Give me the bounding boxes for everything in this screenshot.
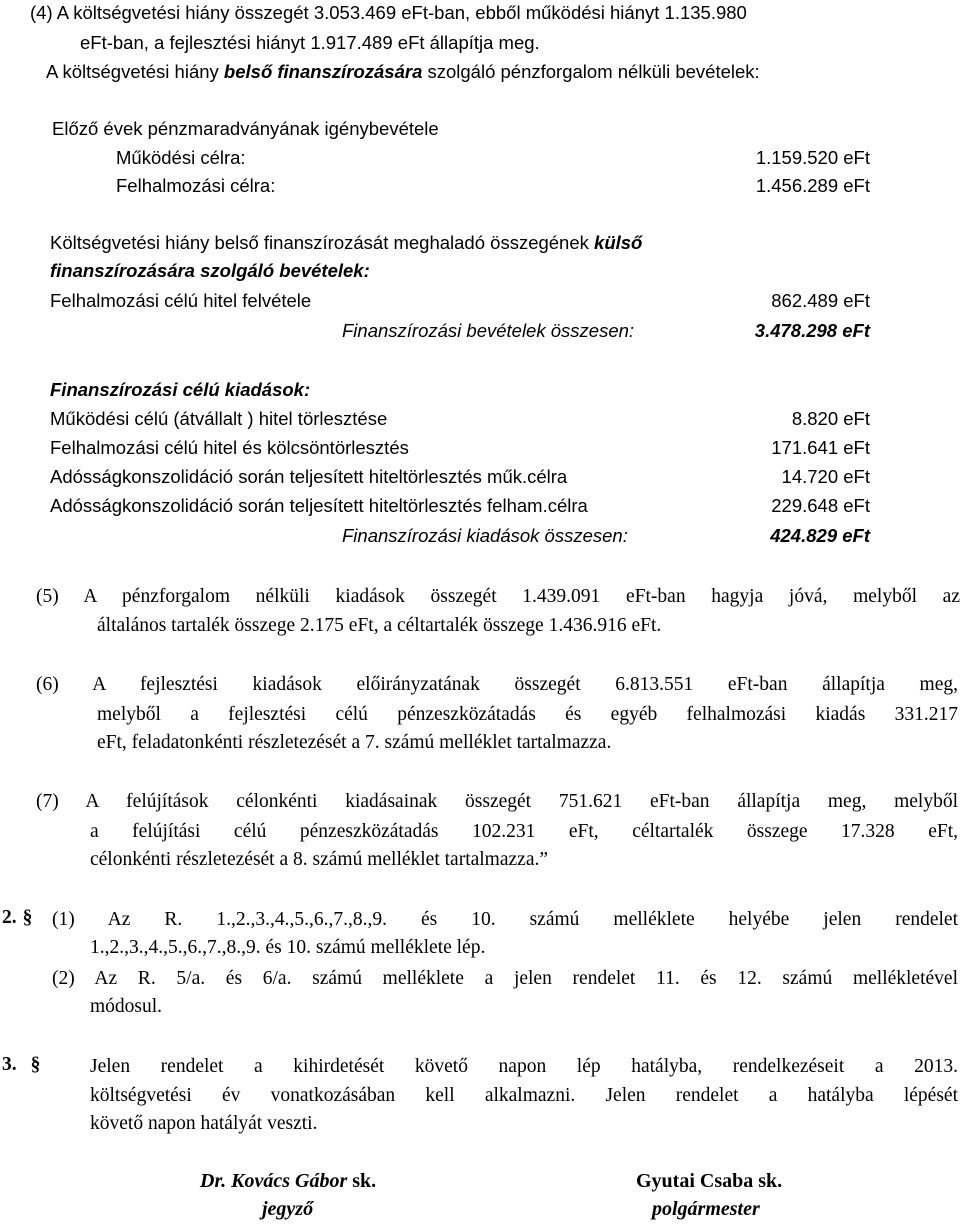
s2-para-2-line-2: módosul. bbox=[90, 996, 163, 1017]
expense-row-label: Működési célú (átvállalt ) hitel törlesztése bbox=[50, 408, 388, 429]
fin-income-total-value: 3.478.298 eFt bbox=[754, 320, 870, 341]
cap-purpose-value: 1.456.289 eFt bbox=[755, 175, 870, 196]
s3-line-2: költségvetési év vonatkozásában kell alkalmazni. Jelen rendelet a hatályba lépését bbox=[90, 1085, 958, 1106]
p4-line-1: (4) A költségvetési hiány összegét 3.053.469 eFt-ban, ebből működési hiányt 1.135.980 bbox=[30, 2, 747, 23]
fin-income-total-label: Finanszírozási bevételek összesen: bbox=[342, 320, 635, 341]
loan-label: Felhalmozási célú hitel felvétele bbox=[50, 290, 312, 311]
signature-left-title: jegyző bbox=[262, 1198, 314, 1220]
p4-line-2: eFt-ban, a fejlesztési hiányt 1.917.489 eFt állapítja meg. bbox=[80, 32, 540, 53]
loan-value: 862.489 eFt bbox=[771, 290, 870, 311]
fin-expense-total-label: Finanszírozási kiadások összesen: bbox=[342, 525, 628, 546]
s2-para-1-line-2: 1.,2.,3.,4.,5.,6.,7.,8.,9. és 10. számú melléklete lép. bbox=[90, 937, 486, 958]
external-financing-intro-cont: finanszírozására szolgáló bevételek: bbox=[50, 260, 370, 281]
s3-line-1: Jelen rendelet a kihirdetését követő napon lép hatályba, rendelkezéseit a 2013. bbox=[90, 1056, 958, 1077]
external-financing-intro: Költségvetési hiány belső finanszírozását meghaladó összegének külső bbox=[50, 232, 643, 253]
s2-para-1-line-1: (1) Az R. 1.,2.,3.,4.,5.,6.,7.,8.,9. és 10. számú melléklete helyébe jelen rendelet bbox=[52, 909, 958, 930]
expense-row-label: Adósságkonszolidáció során teljesített hiteltörlesztés felham.célra bbox=[50, 495, 588, 516]
p7-line-2: a felújítási célú pénzeszközátadás 102.231 eFt, céltartalék összege 17.328 eFt, bbox=[90, 821, 958, 842]
signature-right-title: polgármester bbox=[652, 1198, 760, 1220]
op-purpose-label: Működési célra: bbox=[116, 147, 246, 168]
signature-left-name: Dr. Kovács Gábor sk. bbox=[200, 1170, 377, 1192]
prev-years-heading: Előző évek pénzmaradványának igénybevétele bbox=[52, 118, 439, 139]
expense-row-label: Adósságkonszolidáció során teljesített hiteltörlesztés műk.célra bbox=[50, 466, 568, 487]
signature-right-name: Gyutai Csaba sk. bbox=[636, 1170, 783, 1192]
p5-line-1: (5) A pénzforgalom nélküli kiadások összegét 1.439.091 eFt-ban hagyja jóvá, melyből az bbox=[36, 586, 960, 607]
s3-line-3: követő napon hatályát veszti. bbox=[90, 1113, 318, 1134]
p7-line-3: célonkénti részletezését a 8. számú melléklet tartalmazza.” bbox=[90, 849, 549, 870]
expense-row-value: 171.641 eFt bbox=[771, 437, 870, 458]
p5-line-2: általános tartalék összege 2.175 eFt, a céltartalék összege 1.436.916 eFt. bbox=[97, 615, 662, 636]
s2-para-2-line-1: (2) Az R. 5/a. és 6/a. számú melléklete a jelen rendelet 11. és 12. számú mellékletével bbox=[52, 968, 958, 989]
p6-line-1: (6) A fejlesztési kiadások előirányzatának összegét 6.813.551 eFt-ban állapítja meg, bbox=[36, 674, 958, 695]
section-2-number: 2. § bbox=[2, 907, 33, 928]
expense-row-label: Felhalmozási célú hitel és kölcsöntörlesztés bbox=[50, 437, 409, 458]
p6-line-3: eFt, feladatonkénti részletezését a 7. számú melléklet tartalmazza. bbox=[97, 732, 612, 753]
p6-line-2: melyből a fejlesztési célú pénzeszközátadás és egyéb felhalmozási kiadás 331.217 bbox=[97, 704, 958, 725]
fin-expense-total-value: 424.829 eFt bbox=[770, 525, 870, 546]
section-3-number: 3. § bbox=[2, 1054, 41, 1075]
expense-row-value: 229.648 eFt bbox=[771, 495, 870, 516]
fin-expense-heading: Finanszírozási célú kiadások: bbox=[50, 379, 311, 400]
cap-purpose-label: Felhalmozási célra: bbox=[116, 175, 276, 196]
internal-financing-intro: A költségvetési hiány belső finanszírozására szolgáló pénzforgalom nélküli bevételek: bbox=[46, 61, 760, 82]
expense-row-value: 8.820 eFt bbox=[791, 408, 870, 429]
op-purpose-value: 1.159.520 eFt bbox=[755, 147, 870, 168]
expense-row-value: 14.720 eFt bbox=[781, 466, 870, 487]
p7-line-1: (7) A felújítások célonkénti kiadásainak összegét 751.621 eFt-ban állapítja meg, melyből bbox=[36, 791, 958, 812]
